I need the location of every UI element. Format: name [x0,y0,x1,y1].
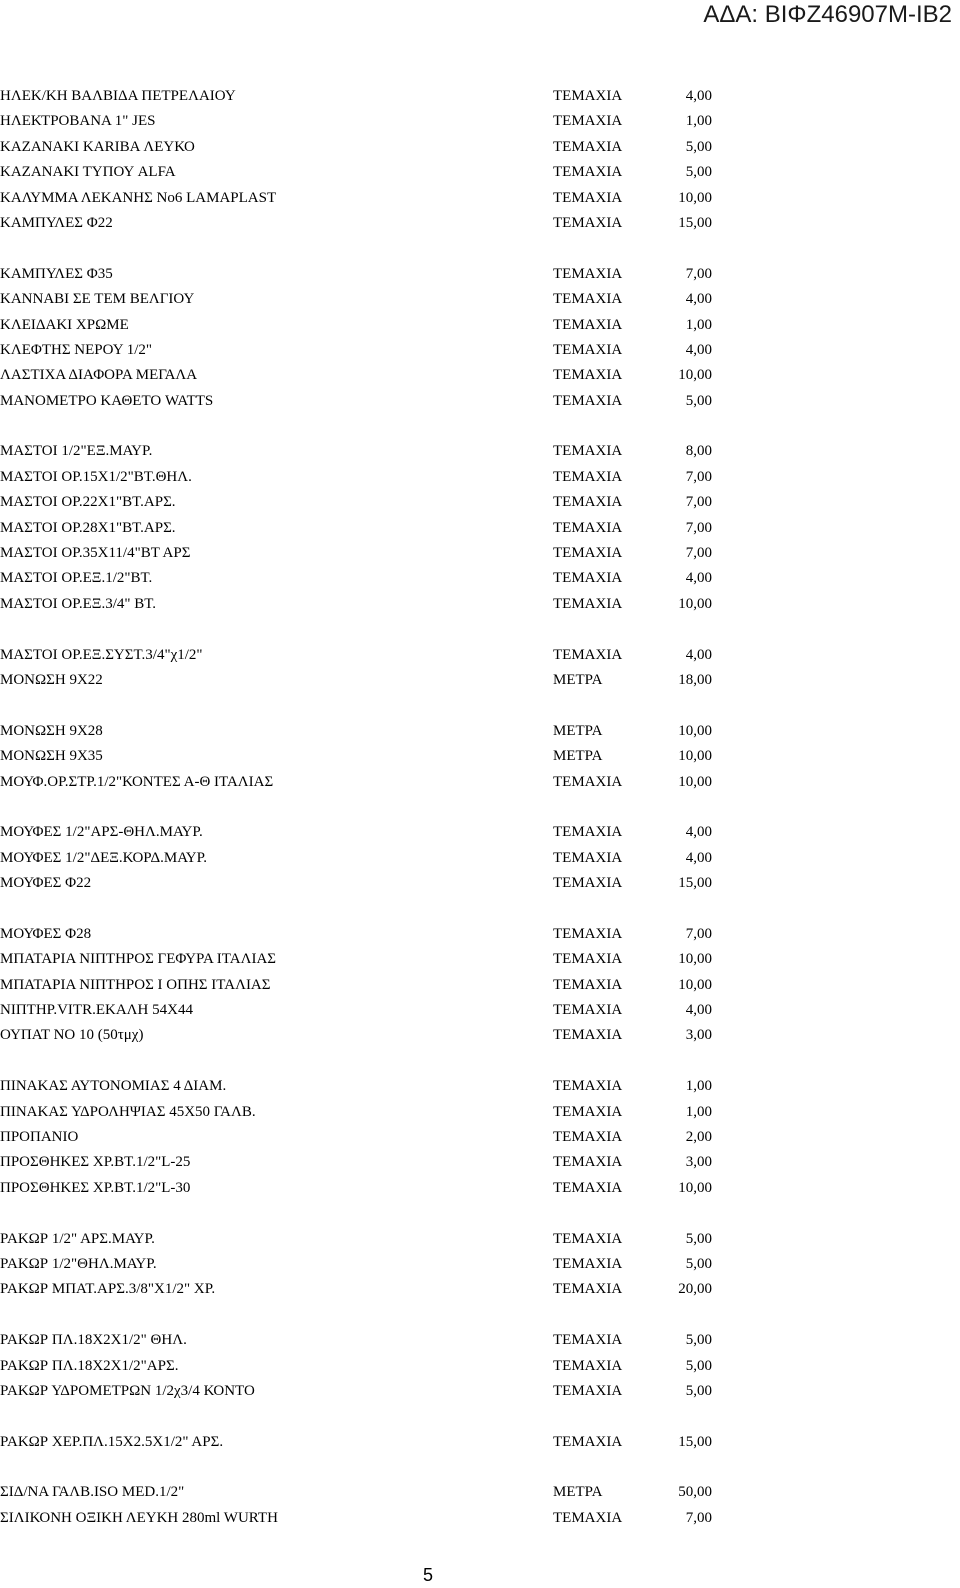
item-group [0,262,960,414]
item-unit: ΤΕΜΑΧΙΑ [553,164,623,181]
item-quantity: 7,00 [685,925,712,942]
item-description: ΜΑΣΤΟΙ 1/2"ΕΞ.ΜΑΥΡ. [0,443,153,460]
item-quantity: 5,00 [685,138,712,155]
item-description: ΚΑΜΠΥΛΕΣ Φ22 [0,214,113,231]
item-description: ΛΑΣΤΙΧΑ ΔΙΑΦΟΡΑ ΜΕΓΑΛΑ [0,367,198,384]
item-group [0,820,960,896]
item-row [0,287,960,312]
item-quantity: 7,00 [685,1509,712,1526]
item-quantity: 7,00 [685,494,712,511]
item-unit: ΤΕΜΑΧΙΑ [553,316,623,333]
item-quantity: 2,00 [685,1129,712,1146]
item-group [0,1328,960,1404]
item-row [0,313,960,338]
item-unit: ΤΕΜΑΧΙΑ [553,265,623,282]
item-unit: ΤΕΜΑΧΙΑ [553,1255,623,1272]
item-description: ΚΛΕΙΔΑΚΙ ΧΡΩΜΕ [0,316,129,333]
item-description: ΜΟΝΩΣΗ 9Χ28 [0,722,103,739]
item-unit: ΜΕΤΡΑ [553,748,603,765]
item-unit: ΜΕΤΡΑ [553,1484,603,1501]
item-unit: ΤΕΜΑΧΙΑ [553,976,623,993]
item-unit: ΤΕΜΑΧΙΑ [553,1357,623,1374]
item-quantity: 1,00 [685,1103,712,1120]
item-unit: ΤΕΜΑΧΙΑ [553,341,623,358]
item-description: ΜΟΥΦΕΣ 1/2"ΔΕΞ.ΚΟΡΔ.ΜΑΥΡ. [0,849,208,866]
item-description: ΜΑΣΤΟΙ ΟΡ.ΕΞ.1/2"ΒΤ. [0,570,153,587]
item-quantity: 7,00 [685,468,712,485]
item-unit: ΜΕΤΡΑ [553,671,603,688]
item-unit: ΜΕΤΡΑ [553,722,603,739]
item-description: ΡΑΚΩΡ ΥΔΡΟΜΕΤΡΩΝ 1/2χ3/4 ΚΟΝΤΟ [0,1382,255,1399]
item-unit: ΤΕΜΑΧΙΑ [553,1382,623,1399]
item-row [0,338,960,363]
item-quantity: 10,00 [678,1179,712,1196]
item-quantity: 5,00 [685,392,712,409]
item-row [0,566,960,591]
item-row [0,490,960,515]
item-row [0,1379,960,1404]
item-quantity: 15,00 [678,214,712,231]
item-row [0,668,960,693]
item-group [0,719,960,795]
item-description: ΡΑΚΩΡ 1/2"ΘΗΛ.ΜΑΥΡ. [0,1255,157,1272]
item-unit: ΤΕΜΑΧΙΑ [553,1078,623,1095]
item-quantity: 15,00 [678,1433,712,1450]
item-quantity: 4,00 [685,88,712,104]
item-unit: ΤΕΜΑΧΙΑ [553,494,623,511]
item-quantity: 5,00 [685,164,712,181]
item-quantity: 10,00 [678,189,712,206]
item-row [0,1176,960,1201]
item-quantity: 7,00 [685,519,712,536]
item-group [0,439,960,617]
item-quantity: 20,00 [678,1281,712,1298]
item-quantity: 4,00 [685,1002,712,1019]
item-row [0,1506,960,1531]
item-description: ΜΑΣΤΟΙ ΟΡ.28Χ1"ΒΤ.ΑΡΣ. [0,519,176,536]
item-description: ΚΑΖΑΝΑΚΙ KARIBA ΛΕΥΚΟ [0,138,195,155]
item-unit: ΤΕΜΑΧΙΑ [553,1103,623,1120]
item-row [0,592,960,617]
item-description: ΜΠΑΤΑΡΙΑ ΝΙΠΤΗΡΟΣ ΓΕΦΥΡΑ ΙΤΑΛΙΑΣ [0,951,277,968]
item-description: ΠΡΟΠΑΝΙΟ [0,1129,79,1146]
item-description: ΡΑΚΩΡ ΜΠΑΤ.ΑΡΣ.3/8"Χ1/2" ΧΡ. [0,1281,216,1298]
item-row [0,1328,960,1353]
item-row [0,516,960,541]
item-unit: ΤΕΜΑΧΙΑ [553,468,623,485]
item-quantity: 10,00 [678,951,712,968]
item-description: ΜΑΣΤΟΙ ΟΡ.35Χ11/4"ΒΤ ΑΡΣ [0,545,191,562]
item-row [0,109,960,134]
item-unit: ΤΕΜΑΧΙΑ [553,646,623,663]
item-unit: ΤΕΜΑΧΙΑ [553,951,623,968]
item-description: ΜΑΣΤΟΙ ΟΡ.ΕΞ.3/4" ΒΤ. [0,595,157,612]
item-row [0,389,960,414]
item-row [0,1125,960,1150]
item-row [0,186,960,211]
item-quantity: 10,00 [678,595,712,612]
item-unit: ΤΕΜΑΧΙΑ [553,88,623,104]
item-description: ΡΑΚΩΡ ΠΛ.18Χ2Χ1/2"ΑΡΣ. [0,1357,179,1374]
item-unit: ΤΕΜΑΧΙΑ [553,519,623,536]
item-description: ΚΑΛΥΜΜΑ ΛΕΚΑΝΗΣ No6 LAMAPLAST [0,189,277,206]
item-description: ΜΑΝΟΜΕΤΡΟ ΚΑΘΕΤΟ WATTS [0,392,214,409]
item-row [0,211,960,236]
item-quantity: 10,00 [678,367,712,384]
item-quantity: 5,00 [685,1357,712,1374]
item-quantity: 5,00 [685,1230,712,1247]
item-description: ΡΑΚΩΡ ΠΛ.18Χ2Χ1/2" ΘΗΛ. [0,1332,187,1349]
item-unit: ΤΕΜΑΧΙΑ [553,849,623,866]
item-row [0,160,960,185]
item-group [0,643,960,694]
item-unit: ΤΕΜΑΧΙΑ [553,773,623,790]
item-row [0,947,960,972]
item-unit: ΤΕΜΑΧΙΑ [553,443,623,460]
item-quantity: 15,00 [678,875,712,892]
item-description: ΣΙΛΙΚΟΝΗ ΟΞΙΚΗ ΛΕΥΚΗ 280ml WURTH [0,1509,278,1526]
page-number: 5 [423,1565,434,1585]
item-row [0,135,960,160]
item-description: ΗΛΕΚ/ΚΗ ΒΑΛΒΙΔΑ ΠΕΤΡΕΛΑΙΟΥ [0,88,236,104]
item-quantity: 18,00 [678,671,712,688]
item-group [0,1430,960,1455]
item-quantity: 4,00 [685,849,712,866]
item-row [0,1074,960,1099]
item-unit: ΤΕΜΑΧΙΑ [553,570,623,587]
item-row [0,643,960,668]
item-quantity: 1,00 [685,113,712,130]
item-unit: ΤΕΜΑΧΙΑ [553,1433,623,1450]
item-quantity: 1,00 [685,1078,712,1095]
item-description: ΚΑΜΠΥΛΕΣ Φ35 [0,265,113,282]
item-description: ΜΟΥΦΕΣ 1/2"ΑΡΣ-ΘΗΛ.ΜΑΥΡ. [0,824,203,841]
item-quantity: 5,00 [685,1255,712,1272]
item-row [0,1277,960,1302]
item-row [0,719,960,744]
items-list [0,84,960,1557]
item-description: ΚΛΕΦΤΗΣ ΝΕΡΟΥ 1/2" [0,341,153,358]
item-quantity: 10,00 [678,773,712,790]
item-quantity: 3,00 [685,1027,712,1044]
item-description: ΜΟΥΦΕΣ Φ22 [0,875,92,892]
item-description: ΡΑΚΩΡ 1/2" ΑΡΣ.ΜΑΥΡ. [0,1230,155,1247]
item-row [0,439,960,464]
item-row [0,1150,960,1175]
item-unit: ΤΕΜΑΧΙΑ [553,214,623,231]
item-description: ΜΟΥΦΕΣ Φ28 [0,925,92,942]
item-unit: ΤΕΜΑΧΙΑ [553,1129,623,1146]
item-description: ΣΙΔ/ΝΑ ΓΑΛΒ.ISO MED.1/2" [0,1484,185,1501]
item-quantity: 10,00 [678,976,712,993]
item-row [0,262,960,287]
item-quantity: 4,00 [685,646,712,663]
item-unit: ΤΕΜΑΧΙΑ [553,138,623,155]
item-quantity: 3,00 [685,1154,712,1171]
item-group [0,922,960,1049]
item-quantity: 7,00 [685,265,712,282]
item-row [0,820,960,845]
item-unit: ΤΕΜΑΧΙΑ [553,1332,623,1349]
item-description: ΜΟΥΦ.ΟΡ.ΣΤΡ.1/2"ΚΟΝΤΕΣ Α-Θ ΙΤΑΛΙΑΣ [0,773,274,790]
item-group [0,1480,960,1531]
item-description: ΚΑΖΑΝΑΚΙ ΤΥΠΟΥ ALFA [0,164,176,181]
item-row [0,973,960,998]
item-row [0,1480,960,1505]
item-quantity: 8,00 [685,443,712,460]
item-description: ΡΑΚΩΡ ΧΕΡ.ΠΛ.15Χ2.5Χ1/2" ΑΡΣ. [0,1433,224,1450]
item-row [0,998,960,1023]
item-description: ΜΟΝΩΣΗ 9Χ22 [0,671,103,688]
item-quantity: 7,00 [685,545,712,562]
item-row [0,846,960,871]
item-quantity: 4,00 [685,291,712,308]
item-row [0,871,960,896]
item-unit: ΤΕΜΑΧΙΑ [553,1027,623,1044]
item-quantity: 5,00 [685,1332,712,1349]
item-description: ΜΑΣΤΟΙ ΟΡ.22Χ1"ΒΤ.ΑΡΣ. [0,494,176,511]
item-group [0,84,960,236]
item-unit: ΤΕΜΑΧΙΑ [553,291,623,308]
item-quantity: 10,00 [678,722,712,739]
item-row [0,363,960,388]
item-unit: ΤΕΜΑΧΙΑ [553,1230,623,1247]
item-unit: ΤΕΜΑΧΙΑ [553,545,623,562]
item-quantity: 4,00 [685,341,712,358]
item-description: ΠΡΟΣΘΗΚΕΣ ΧΡ.ΒΤ.1/2"L-25 [0,1154,191,1171]
item-unit: ΤΕΜΑΧΙΑ [553,1509,623,1526]
item-quantity: 4,00 [685,570,712,587]
item-unit: ΤΕΜΑΧΙΑ [553,1281,623,1298]
item-quantity: 5,00 [685,1382,712,1399]
item-unit: ΤΕΜΑΧΙΑ [553,1154,623,1171]
item-row [0,1100,960,1125]
item-description: ΗΛΕΚΤΡΟΒΑΝΑ 1" JES [0,113,156,130]
item-row [0,541,960,566]
item-quantity: 1,00 [685,316,712,333]
item-row [0,465,960,490]
item-row [0,770,960,795]
item-row [0,1023,960,1048]
item-unit: ΤΕΜΑΧΙΑ [553,113,623,130]
item-unit: ΤΕΜΑΧΙΑ [553,1179,623,1196]
item-row [0,922,960,947]
item-group [0,1074,960,1201]
item-row [0,84,960,109]
item-description: ΝΙΠΤΗΡ.VITR.ΕΚΑΛΗ 54Χ44 [0,1002,193,1019]
item-description: ΠΡΟΣΘΗΚΕΣ ΧΡ.ΒΤ.1/2"L-30 [0,1179,191,1196]
item-unit: ΤΕΜΑΧΙΑ [553,824,623,841]
item-row [0,1354,960,1379]
item-description: ΠΙΝΑΚΑΣ ΥΔΡΟΛΗΨΙΑΣ 45Χ50 ΓΑΛΒ. [0,1103,256,1120]
item-description: ΜΟΝΩΣΗ 9Χ35 [0,748,103,765]
item-unit: ΤΕΜΑΧΙΑ [553,367,623,384]
item-unit: ΤΕΜΑΧΙΑ [553,189,623,206]
item-description: ΜΑΣΤΟΙ ΟΡ.ΕΞ.ΣΥΣΤ.3/4"χ1/2" [0,646,203,663]
item-description: ΠΙΝΑΚΑΣ ΑΥΤΟΝΟΜΙΑΣ 4 ΔΙΑΜ. [0,1078,227,1095]
item-row [0,744,960,769]
item-unit: ΤΕΜΑΧΙΑ [553,875,623,892]
item-quantity: 4,00 [685,824,712,841]
item-description: ΚΑΝΝΑΒΙ ΣΕ ΤΕΜ ΒΕΛΓΙΟΥ [0,291,195,308]
item-unit: ΤΕΜΑΧΙΑ [553,595,623,612]
item-row [0,1252,960,1277]
item-unit: ΤΕΜΑΧΙΑ [553,925,623,942]
item-unit: ΤΕΜΑΧΙΑ [553,1002,623,1019]
item-description: ΟΥΠΑΤ ΝΟ 10 (50τμχ) [0,1027,144,1044]
item-group [0,1227,960,1303]
item-unit: ΤΕΜΑΧΙΑ [553,392,623,409]
document-id-header: ΑΔΑ: ΒΙΦΖ46907Μ-ΙΒ2 [703,1,952,28]
item-row [0,1430,960,1455]
item-description: ΜΠΑΤΑΡΙΑ ΝΙΠΤΗΡΟΣ Ι ΟΠΗΣ ΙΤΑΛΙΑΣ [0,976,271,993]
item-row [0,1227,960,1252]
item-quantity: 10,00 [678,748,712,765]
item-description: ΜΑΣΤΟΙ ΟΡ.15Χ1/2"ΒΤ.ΘΗΛ. [0,468,192,485]
item-quantity: 50,00 [678,1484,712,1501]
